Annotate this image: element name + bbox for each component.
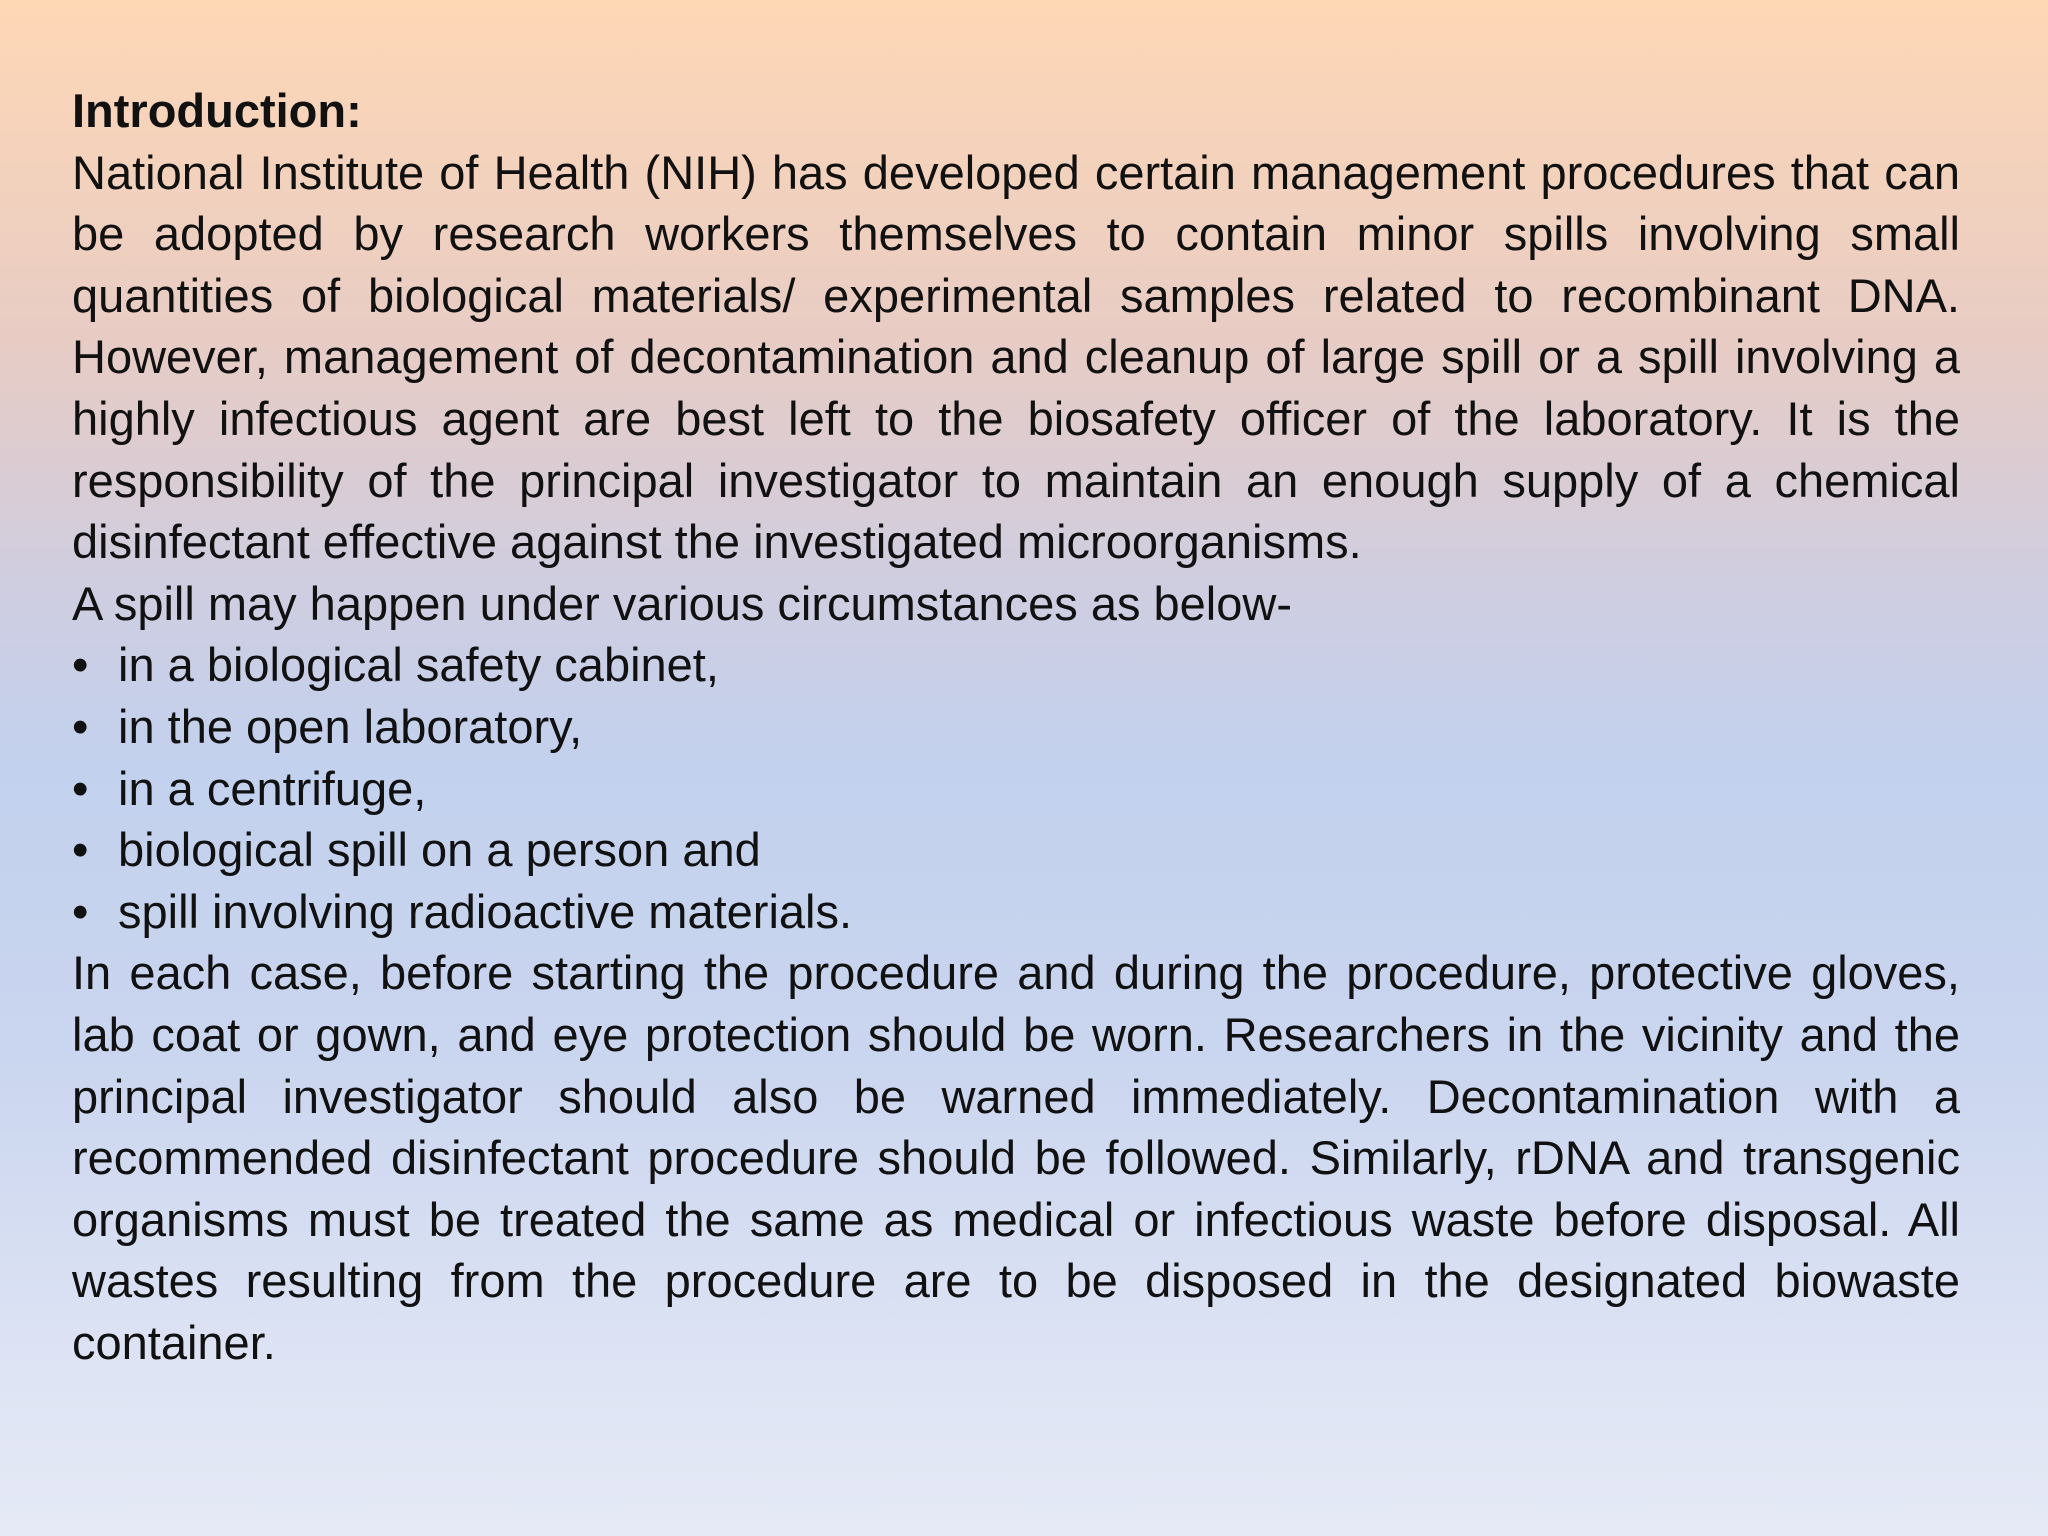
list-item <box>72 696 1960 758</box>
circumstances-list <box>72 634 1960 942</box>
slide-heading: Introduction: <box>72 84 362 137</box>
list-item <box>72 819 1960 881</box>
list-item-text: in a biological safety cabinet, <box>118 638 719 692</box>
bullet-icon: • <box>72 638 89 692</box>
list-intro: A spill may happen under various circumstances as below- <box>72 576 1292 630</box>
list-item-text: biological spill on a person and <box>118 823 761 877</box>
list-item-text: spill involving radioactive materials. <box>118 884 853 938</box>
bullet-icon: • <box>72 699 89 753</box>
list-item-text: in a centrifuge, <box>118 761 427 815</box>
bullet-icon: • <box>72 823 89 877</box>
bullet-icon: • <box>72 884 89 938</box>
list-item <box>72 758 1960 820</box>
list-item <box>72 634 1960 696</box>
intro-paragraph: National Institute of Health (NIH) has developed certain management procedures that can be adopted by research workers themselves to contain minor spills involving small quantities of biological materials/ experimental samples related to recombinant DNA. However, management of decontamination and cleanup of large spill or a spill involving a highly infectious agent are best left to the biosafety officer of the laboratory. It is the responsibility of the principal investigator to maintain an enough supply of a chemical disinfectant effective against the investigated microorganisms. <box>72 145 1960 569</box>
list-item <box>72 881 1960 943</box>
list-item-text: in the open laboratory, <box>118 699 583 753</box>
bullet-icon: • <box>72 761 89 815</box>
closing-paragraph: In each case, before starting the procedure and during the procedure, protective gloves, lab coat or gown, and eye protection should be worn. Researchers in the vicinity and the principal investigator should also be warned immediately. Decontamination with a recommended disinfectant procedure should be followed. Similarly, rDNA and transgenic organisms must be treated the same as medical or infectious waste before disposal. All wastes resulting from the procedure are to be disposed in the designated biowaste container. <box>72 946 1960 1369</box>
slide-content <box>72 80 1960 1373</box>
